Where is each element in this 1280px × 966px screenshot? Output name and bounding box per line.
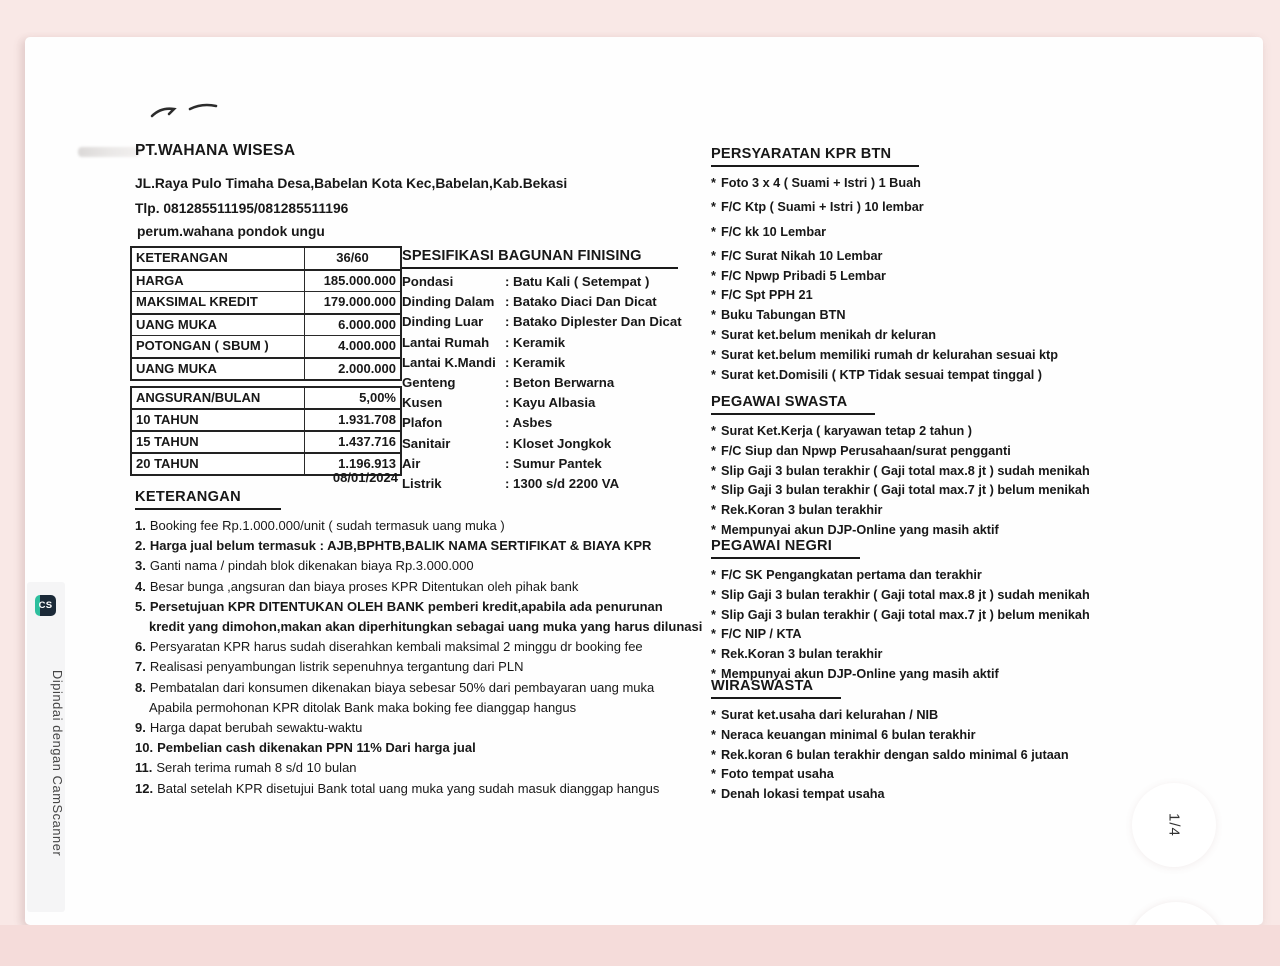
installment-row-label: 15 TAHUN (132, 432, 305, 452)
note-text-line2: kredit yang dimohon,makan akan diperhitungkan sebagai uang muka yang harus dilunasi (149, 619, 703, 635)
specification-row (402, 375, 678, 395)
bullet: * (711, 424, 716, 438)
spec-value: : Sumur Pantek (505, 455, 602, 471)
bullet: * (711, 308, 716, 323)
requirement-text: F/C Ktp ( Suami + Istri ) 10 lembar (721, 200, 924, 215)
entrepreneur-title: WIRASWASTA (711, 678, 841, 699)
requirement-text: Foto tempat usaha (721, 767, 834, 782)
note-item (135, 597, 725, 637)
specification-row (402, 436, 678, 456)
requirement-item (711, 174, 1181, 194)
note-item (135, 516, 725, 536)
bullet: * (711, 607, 716, 622)
specification-row (402, 294, 678, 314)
specification-row (402, 415, 678, 435)
notes-list (135, 516, 725, 799)
bullet: * (711, 503, 716, 518)
installment-row-value: 1.196.913 (338, 456, 396, 471)
note-text: Batal setelah KPR disetujui Bank total uang muka yang sudah masuk dianggap hangus (157, 780, 660, 796)
civil-servant-title: PEGAWAI NEGRI (711, 538, 860, 559)
price-table-row (132, 336, 400, 359)
bullet: * (711, 268, 716, 283)
installment-row-value: 1.931.708 (338, 412, 396, 427)
bullet: * (711, 747, 716, 762)
note-item (135, 536, 725, 556)
requirement-item (711, 785, 1181, 805)
requirement-text: Surat ket.Domisili ( KTP Tidak sesuai tempat tinggal ) (721, 367, 1043, 382)
requirement-text: Surat Ket.Kerja ( karyawan tetap 2 tahun ) (721, 424, 972, 438)
requirement-text: Slip Gaji 3 bulan terakhir ( Gaji total max.8 jt ) sudah menikah (721, 587, 1090, 602)
requirement-item (711, 606, 1181, 626)
requirement-item (711, 746, 1181, 766)
spec-value: : Asbes (505, 415, 553, 431)
note-number: 7. (135, 659, 146, 675)
specification-row (402, 274, 678, 294)
bullet: * (711, 647, 716, 662)
requirement-text: F/C Siup dan Npwp Perusahaan/surat pengganti (721, 443, 1011, 458)
company-phone: Tlp. 081285511195/081285511196 (135, 201, 349, 216)
note-number: 1. (135, 518, 146, 533)
requirement-text: Mempunyai akun DJP-Online yang masih aktif (721, 522, 999, 537)
specification-row (402, 355, 678, 375)
price-row-value: 185.000.000 (323, 272, 396, 288)
requirement-text: F/C SK Pengangkatan pertama dan terakhir (721, 568, 982, 582)
spec-label: Dinding Luar (402, 314, 484, 330)
bullet: * (711, 463, 716, 478)
requirement-text: Neraca keuangan minimal 6 bulan terakhir (721, 727, 976, 742)
note-number: 9. (135, 720, 146, 736)
note-text: Persyaratan KPR harus sudah diserahkan kembali maksimal 2 minggu dr booking fee (149, 639, 643, 655)
requirements-kpr-btn-section (711, 145, 1181, 385)
spec-value: : Kloset Jongkok (505, 435, 612, 451)
note-text: Pembatalan dari konsumen dikenakan biaya sebesar 50% dari pembayaran uang muka (149, 679, 655, 695)
specification-title: SPESIFIKASI BAGUNAN FINISING (402, 248, 678, 269)
spec-value: : 1300 s/d 2200 VA (505, 475, 620, 491)
requirement-text: Rek.koran 6 bulan terakhir dengan saldo minimal 6 jutaan (721, 747, 1069, 762)
requirement-item (711, 501, 1181, 521)
bullet: * (711, 568, 716, 582)
spec-value: : Beton Berwarna (505, 374, 615, 390)
entrepreneur-section (711, 677, 1181, 805)
bullet: * (711, 443, 716, 458)
spec-value: : Keramik (505, 354, 566, 370)
specification-row (402, 314, 682, 334)
price-row-value: 36/60 (336, 250, 369, 265)
requirement-text: F/C Surat Nikah 10 Lembar (721, 248, 883, 263)
installment-row-value: 1.437.716 (338, 434, 396, 449)
notes-title: KETERANGAN (135, 489, 281, 510)
requirement-text: Slip Gaji 3 bulan terakhir ( Gaji total max.7 jt ) belum menikah (721, 483, 1090, 498)
note-number: 6. (135, 639, 146, 655)
price-row-label: HARGA (132, 271, 305, 292)
price-row-value: 2.000.000 (338, 360, 396, 376)
note-item (135, 718, 725, 738)
note-number: 3. (135, 558, 146, 574)
bullet: * (711, 522, 716, 537)
housing-project-name: perum.wahana pondok ungu (137, 224, 325, 239)
requirement-item (711, 286, 1181, 306)
requirement-item (711, 765, 1181, 785)
installment-table-row (132, 432, 400, 454)
spec-label: Genteng (402, 374, 456, 390)
requirement-text: Rek.Koran 3 bulan terakhir (721, 647, 883, 662)
price-table-row (132, 271, 400, 293)
note-text: Persetujuan KPR DITENTUKAN OLEH BANK pemberi kredit,apabila ada penurunan (149, 598, 663, 614)
pen-scribble (148, 100, 226, 122)
bullet: * (711, 666, 716, 681)
price-row-label: UANG MUKA (132, 359, 305, 380)
requirement-item (711, 198, 1181, 218)
price-row-label: KETERANGAN (132, 248, 305, 269)
note-item (135, 637, 725, 657)
requirement-item (711, 586, 1181, 606)
requirement-item (711, 346, 1181, 366)
requirement-item (711, 481, 1181, 501)
bullet: * (711, 708, 716, 722)
requirement-item (711, 267, 1181, 287)
private-employee-title: PEGAWAI SWASTA (711, 394, 875, 415)
page-indicator-text: 1/4 (1165, 813, 1183, 837)
requirement-text: Mempunyai akun DJP-Online yang masih aktif (721, 666, 999, 681)
note-text: Realisasi penyambungan listrik sepenuhnya tergantung dari PLN (149, 659, 524, 675)
bullet: * (711, 288, 716, 303)
price-row-value: 4.000.000 (338, 338, 396, 353)
note-text: Besar bunga ,angsuran dan biaya proses KPR Ditentukan oleh pihak bank (149, 578, 579, 594)
note-number: 4. (135, 578, 146, 594)
bullet: * (711, 367, 716, 382)
note-text: Booking fee Rp.1.000.000/unit ( sudah termasuk uang muka ) (149, 518, 505, 533)
requirement-text: Buku Tabungan BTN (721, 308, 846, 323)
installment-row-value: 5,00% (359, 390, 396, 405)
price-table-row (132, 248, 400, 271)
spec-label: Air (402, 455, 421, 471)
spec-label: Kusen (402, 395, 443, 411)
note-text: Pembelian cash dikenakan PPN 11% Dari harga jual (157, 740, 476, 756)
company-address: JL.Raya Pulo Timaha Desa,Babelan Kota Kec,Babelan,Kab.Bekasi (135, 176, 568, 191)
price-table-row (132, 292, 400, 315)
bullet: * (711, 787, 716, 802)
price-row-label: POTONGAN ( SBUM ) (132, 336, 305, 357)
requirements-kpr-btn-title: PERSYARATAN KPR BTN (711, 146, 919, 167)
requirement-text: Surat ket.usaha dari kelurahan / NIB (721, 708, 939, 722)
requirements-kpr-btn-list (711, 174, 1181, 385)
specification-row (402, 456, 678, 476)
private-employee-list (711, 422, 1181, 541)
requirement-item (711, 726, 1181, 746)
note-text: Serah terima rumah 8 s/d 10 bulan (156, 760, 357, 776)
requirement-text: F/C NIP / KTA (721, 627, 802, 642)
spec-value: : Batu Kali ( Setempat ) (505, 274, 650, 289)
bullet: * (711, 627, 716, 642)
price-table-row (132, 315, 400, 337)
requirement-text: F/C Spt PPH 21 (721, 288, 813, 303)
price-row-label: MAKSIMAL KREDIT (132, 292, 305, 313)
requirement-text: Slip Gaji 3 bulan terakhir ( Gaji total max.8 jt ) sudah menikah (721, 463, 1090, 478)
note-text: Ganti nama / pindah blok dikenakan biaya Rp.3.000.000 (149, 558, 474, 574)
note-number: 11. (135, 760, 153, 776)
installment-row-label: 20 TAHUN (132, 454, 305, 474)
price-table (130, 246, 402, 381)
bullet: * (711, 483, 716, 498)
camscanner-logo-icon: CS (35, 595, 56, 616)
installment-table (130, 386, 402, 476)
installment-row-label: 10 TAHUN (132, 410, 305, 430)
note-item (135, 678, 725, 718)
price-table-row (132, 359, 400, 380)
note-item (135, 657, 725, 677)
spec-label: Sanitair (402, 435, 451, 451)
bullet: * (711, 727, 716, 742)
spec-label: Listrik (402, 475, 442, 491)
bullet: * (711, 200, 716, 215)
requirement-text: Denah lokasi tempat usaha (721, 787, 885, 802)
price-row-value: 179.000.000 (323, 294, 396, 309)
bullet: * (711, 347, 716, 362)
requirement-text: Surat ket.belum menikah dr keluran (721, 328, 937, 343)
page-indicator (1132, 783, 1216, 867)
requirement-item (711, 422, 1181, 442)
note-number: 8. (135, 679, 146, 695)
note-item (135, 779, 725, 799)
requirement-text: Foto 3 x 4 ( Suami + Istri ) 1 Buah (721, 176, 921, 190)
note-text: Harga dapat berubah sewaktu-waktu (149, 720, 363, 736)
note-item (135, 738, 725, 758)
spec-label: Pondasi (402, 274, 454, 289)
requirement-item (711, 306, 1181, 326)
note-text-line2: Apabila permohonan KPR ditolak Bank maka boking fee dianggap hangus (149, 699, 577, 715)
civil-servant-list (711, 566, 1181, 685)
requirement-item (711, 247, 1181, 267)
specification-list (402, 274, 682, 496)
installment-table-row (132, 410, 400, 432)
note-item (135, 556, 725, 576)
notes-section (135, 489, 725, 799)
spec-value: : Keramik (505, 334, 566, 350)
bullet: * (711, 248, 716, 263)
spec-label: Lantai Rumah (402, 334, 490, 350)
camscanner-watermark-text: Dipindai dengan CamScanner (50, 669, 65, 857)
entrepreneur-list (711, 706, 1181, 805)
bullet: * (711, 587, 716, 602)
document-date: 08/01/2024 (332, 470, 398, 485)
company-name: PT.WAHANA WISESA (135, 142, 296, 159)
requirement-text: F/C kk 10 Lembar (721, 224, 827, 239)
specification-row (402, 395, 678, 415)
bullet: * (711, 328, 716, 343)
camscanner-watermark (27, 582, 65, 912)
requirement-item (711, 706, 1181, 726)
installment-table-row (132, 388, 400, 410)
requirement-item (711, 223, 1181, 243)
spec-value: : Kayu Albasia (505, 395, 596, 411)
note-number: 2. (135, 538, 146, 554)
spec-value: : Batako Diplester Dan Dicat (505, 314, 682, 330)
scanned-document-page (25, 37, 1263, 925)
requirement-item (711, 625, 1181, 645)
scan-smudge (78, 147, 140, 157)
bullet: * (711, 224, 716, 239)
spec-label: Lantai K.Mandi (402, 354, 496, 370)
spec-label: Dinding Dalam (402, 294, 495, 310)
background-footer-band (0, 925, 1280, 966)
requirement-text: Rek.Koran 3 bulan terakhir (721, 503, 883, 518)
civil-servant-section (711, 537, 1181, 685)
installment-row-label: ANGSURAN/BULAN (132, 388, 305, 408)
requirement-text: Slip Gaji 3 bulan terakhir ( Gaji total max.7 jt ) belum menikah (721, 607, 1090, 622)
private-employee-section (711, 393, 1181, 541)
note-number: 5. (135, 598, 146, 614)
note-number: 12. (135, 780, 154, 796)
specification-section (402, 248, 682, 496)
price-row-label: UANG MUKA (132, 315, 305, 336)
note-number: 10. (135, 740, 154, 756)
requirement-item (711, 326, 1181, 346)
requirement-item (711, 645, 1181, 665)
spec-label: Plafon (402, 415, 443, 431)
bullet: * (711, 767, 716, 782)
requirement-item (711, 566, 1181, 586)
note-text: Harga jual belum termasuk : AJB,BPHTB,BALIK NAMA SERTIFIKAT & BIAYA KPR (149, 538, 652, 554)
requirement-item (711, 442, 1181, 462)
requirement-text: Surat ket.belum memiliki rumah dr kelurahan sesuai ktp (721, 347, 1059, 362)
requirement-item (711, 462, 1181, 482)
bullet: * (711, 176, 716, 190)
note-item (135, 577, 725, 597)
price-row-value: 6.000.000 (338, 316, 396, 332)
requirement-text: F/C Npwp Pribadi 5 Lembar (721, 268, 886, 283)
requirement-item (711, 366, 1181, 386)
spec-value: : Batako Diaci Dan Dicat (505, 294, 657, 310)
note-item (135, 758, 725, 778)
specification-row (402, 335, 678, 355)
